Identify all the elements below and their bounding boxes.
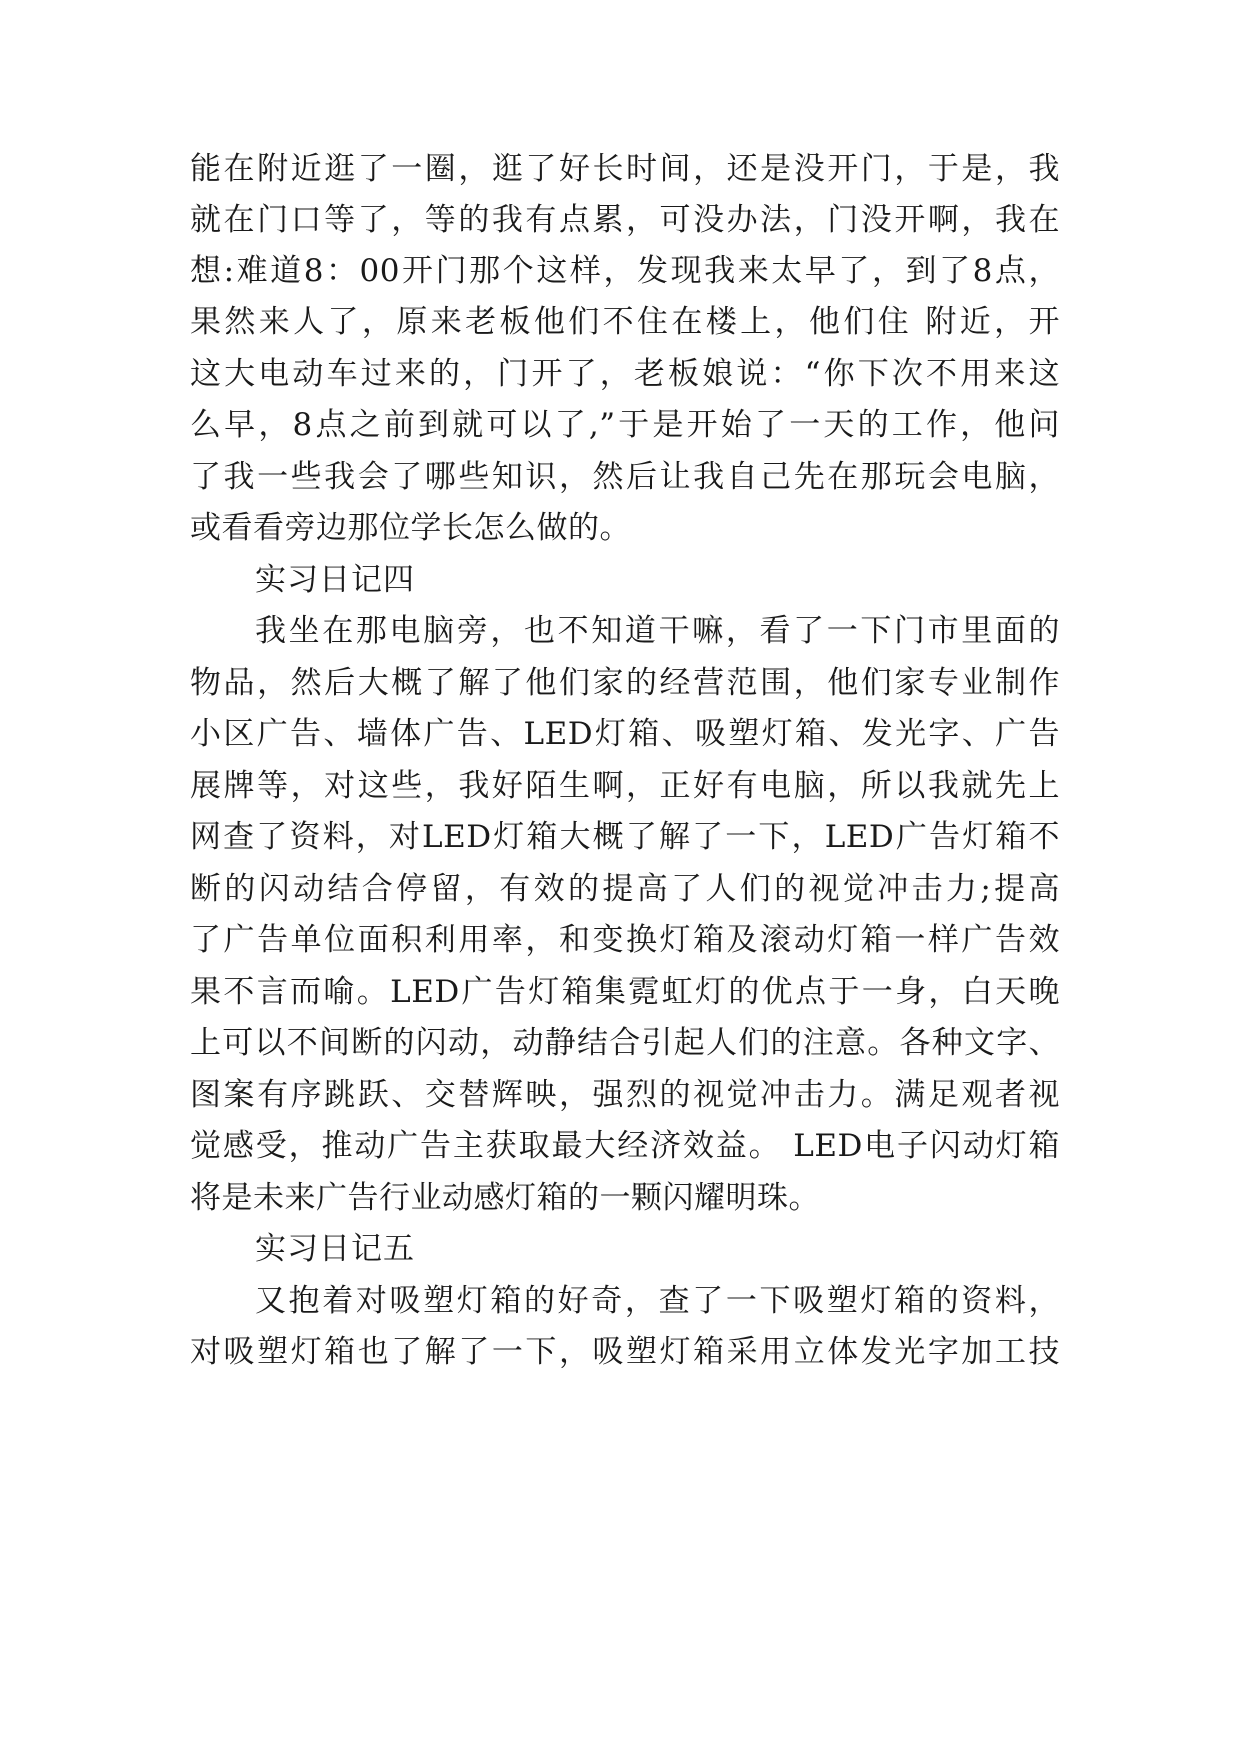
paragraph-line: 想:难道8：00开门那个这样，发现我来太早了，到了8点， xyxy=(190,253,1060,289)
paragraph-line: 物品，然后大概了解了他们家的经营范围，他们家专业制作 xyxy=(190,665,1060,701)
section-heading: 实习日记四 xyxy=(255,562,415,598)
paragraph-line: 展牌等，对这些，我好陌生啊，正好有电脑，所以我就先上 xyxy=(190,768,1060,804)
paragraph-line: 了广告单位面积利用率，和变换灯箱及滚动灯箱一样广告效 xyxy=(190,922,1060,958)
paragraph-line: 对吸塑灯箱也了解了一下，吸塑灯箱采用立体发光字加工技 xyxy=(190,1334,1060,1370)
paragraph-line: 这大电动车过来的，门开了，老板娘说：“你下次不用来这 xyxy=(190,356,1060,392)
paragraph-line: 我坐在那电脑旁，也不知道干嘛，看了一下门市里面的 xyxy=(255,613,1060,649)
paragraph-line: 了我一些我会了哪些知识，然后让我自己先在那玩会电脑， xyxy=(190,459,1060,495)
paragraph-line: 果然来人了，原来老板他们不住在楼上，他们住 附近，开 xyxy=(190,304,1060,340)
paragraph-line: 能在附近逛了一圈，逛了好长时间，还是没开门，于是，我 xyxy=(190,151,1060,187)
paragraph-line: 果不言而喻。LED广告灯箱集霓虹灯的优点于一身，白天晚 xyxy=(190,974,1060,1010)
paragraph-line: 将是未来广告行业动感灯箱的一颗闪耀明珠。 xyxy=(190,1180,820,1216)
paragraph-line: 或看看旁边那位学长怎么做的。 xyxy=(190,510,631,546)
paragraph-line: 网查了资料，对LED灯箱大概了解了一下，LED广告灯箱不 xyxy=(190,819,1060,855)
paragraph-line: 图案有序跳跃、交替辉映，强烈的视觉冲击力。满足观者视 xyxy=(190,1077,1060,1113)
paragraph-line: 上可以不间断的闪动，动静结合引起人们的注意。各种文字、 xyxy=(190,1025,1060,1061)
paragraph-line: 就在门口等了，等的我有点累，可没办法，门没开啊，我在 xyxy=(190,202,1060,238)
paragraph-line: 么早，8点之前到就可以了,”于是开始了一天的工作，他问 xyxy=(190,407,1060,443)
paragraph-line: 觉感受，推动广告主获取最大经济效益。 LED电子闪动灯箱 xyxy=(190,1128,1060,1164)
paragraph-line: 又抱着对吸塑灯箱的好奇，查了一下吸塑灯箱的资料， xyxy=(255,1283,1060,1319)
paragraph-line: 小区广告、墙体广告、LED灯箱、吸塑灯箱、发光字、广告 xyxy=(190,716,1060,752)
section-heading: 实习日记五 xyxy=(255,1231,415,1267)
paragraph-line: 断的闪动结合停留，有效的提高了人们的视觉冲击力;提高 xyxy=(190,871,1060,907)
